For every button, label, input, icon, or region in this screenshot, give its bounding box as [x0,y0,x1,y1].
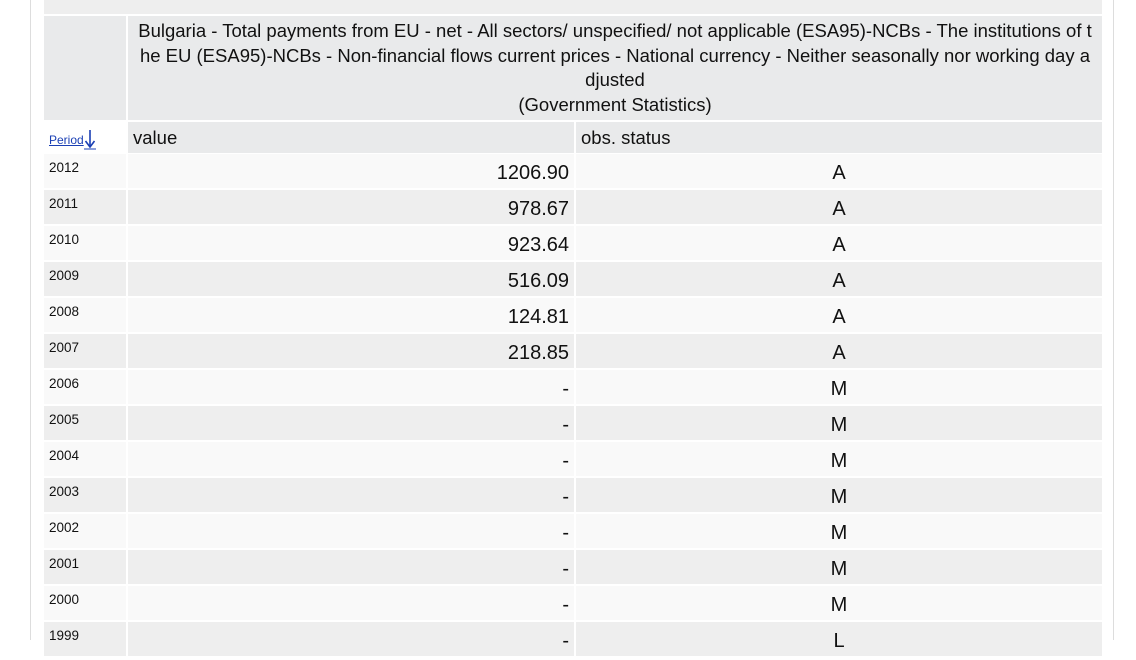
period-header-cell [44,122,126,153]
status-cell: A [576,226,1102,260]
header-corner-cell [44,16,126,120]
value-cell: - [128,442,574,476]
status-cell: A [576,154,1102,188]
period-cell: 2005 [44,406,126,440]
period-sort-link[interactable]: Period [49,133,84,147]
period-cell: 2009 [44,262,126,296]
status-cell: M [576,442,1102,476]
period-cell: 1999 [44,622,126,656]
period-cell: 2001 [44,550,126,584]
table-row [44,622,1102,658]
table-row [44,226,1102,262]
period-cell: 2007 [44,334,126,368]
status-cell: M [576,478,1102,512]
arrow-down-icon[interactable] [84,128,96,150]
table-row [44,298,1102,334]
value-cell: - [128,514,574,548]
status-cell: A [576,190,1102,224]
value-cell: - [128,550,574,584]
value-cell: - [128,586,574,620]
table-row [44,586,1102,622]
value-cell: 516.09 [128,262,574,296]
table-row [44,334,1102,370]
status-cell: M [576,550,1102,584]
table-body [44,154,1102,658]
status-cell: A [576,298,1102,332]
status-cell: A [576,262,1102,296]
status-cell: L [576,622,1102,656]
column-header-row [44,122,1102,153]
table-row [44,262,1102,298]
period-cell: 2011 [44,190,126,224]
period-cell: 2004 [44,442,126,476]
table-row [44,406,1102,442]
series-title-cell [128,16,1102,120]
period-cell: 2010 [44,226,126,260]
status-cell: M [576,370,1102,404]
table-row [44,550,1102,586]
period-cell: 2006 [44,370,126,404]
value-cell: - [128,622,574,656]
value-cell: 218.85 [128,334,574,368]
table-row [44,442,1102,478]
period-cell: 2008 [44,298,126,332]
table-row [44,478,1102,514]
value-cell: - [128,370,574,404]
value-cell: 1206.90 [128,154,574,188]
status-cell: M [576,514,1102,548]
table-row [44,370,1102,406]
status-cell: M [576,406,1102,440]
series-subtitle: (Government Statistics) [518,93,712,115]
table-row [44,190,1102,226]
value-cell: 124.81 [128,298,574,332]
value-cell: - [128,478,574,512]
period-cell: 2002 [44,514,126,548]
value-cell: - [128,406,574,440]
period-cell: 2000 [44,586,126,620]
table-row [44,514,1102,550]
status-column-header: obs. status [576,122,1102,153]
period-cell: 2012 [44,154,126,188]
content-frame [30,0,1114,652]
table-top-strip [44,0,1102,14]
series-title: Bulgaria - Total payments from EU - net - All sectors/ unspecified/ not applicable (ESA95)-NCBs - The institutions of the EU (ESA95)-NCBs - Non-financial flows current prices - National currency - Neither seasonally nor working day adjusted [138,20,1092,90]
status-cell: M [576,586,1102,620]
period-cell: 2003 [44,478,126,512]
value-cell: 978.67 [128,190,574,224]
table-row [44,154,1102,190]
value-column-header: value [128,122,574,153]
value-cell: 923.64 [128,226,574,260]
status-cell: A [576,334,1102,368]
